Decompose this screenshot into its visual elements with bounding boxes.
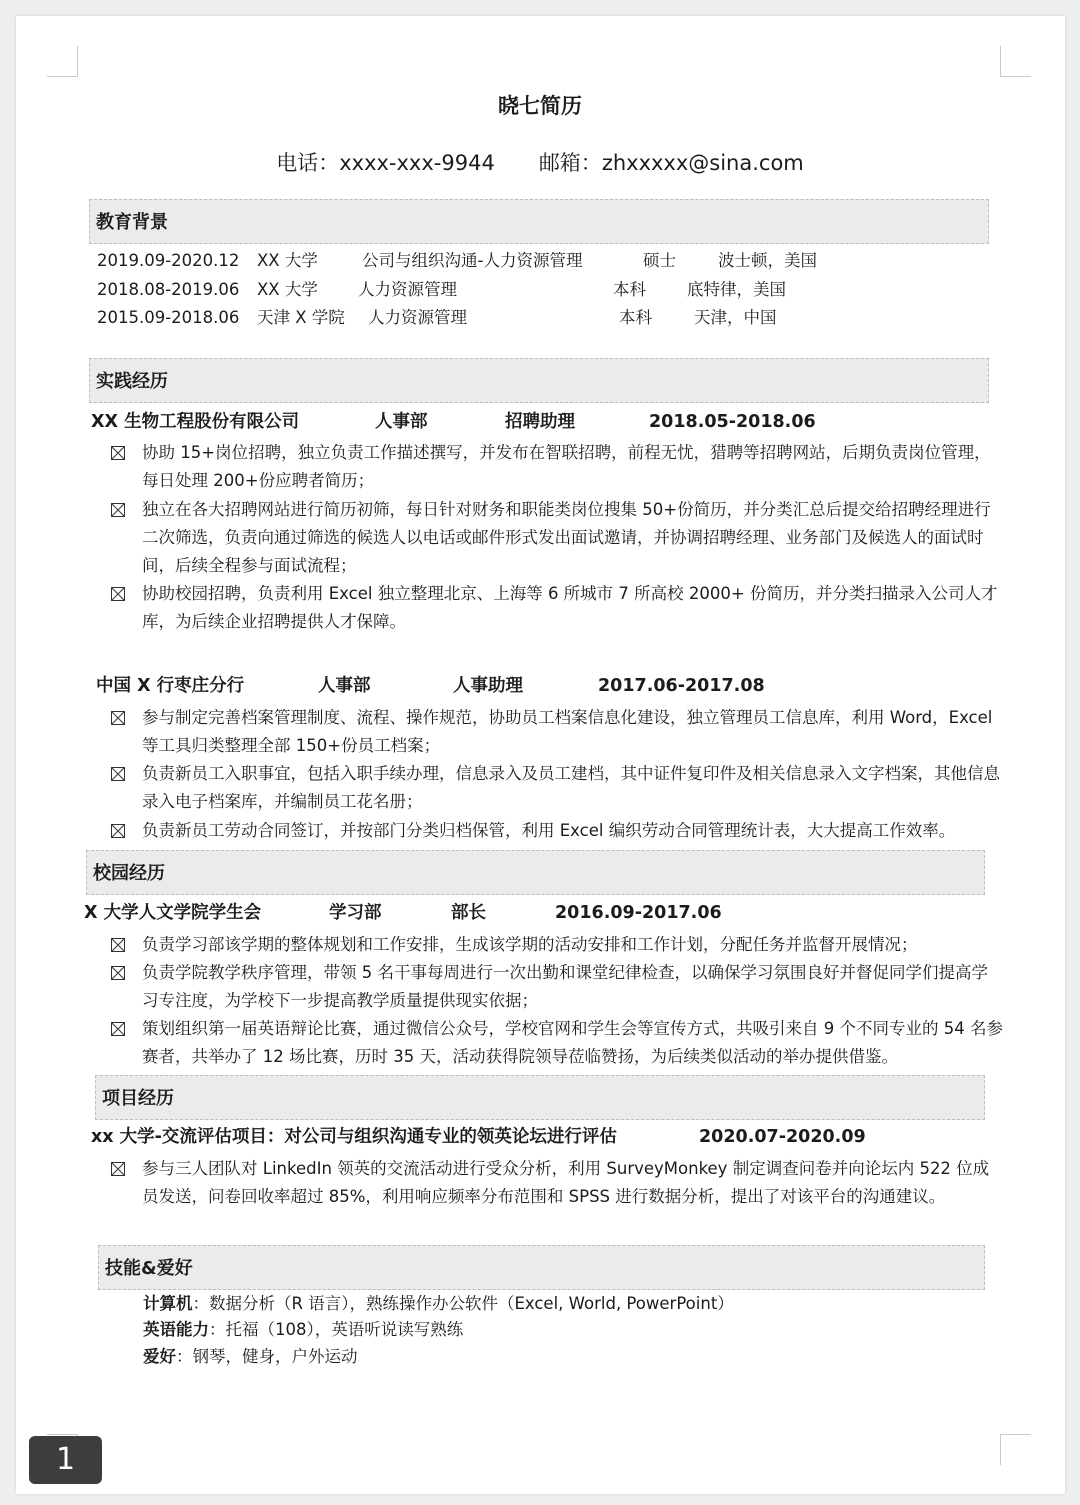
edu-degree: 本科: [619, 308, 652, 327]
project-period: 2020.07-2020.09: [699, 1127, 866, 1147]
bullet-text: 独立在各大招聘网站进行简历初筛，每日针对财务和职能类岗位搜集 50+份简历，并分类汇总后提交给招聘经理进行二次筛选，负责向通过筛选的候选人以电话或邮件形式发出面试邀请，并协调招聘经理、业务部门及候选人的面试时间，后续全程参与面试流程；: [142, 500, 991, 575]
checkbox-icon: [111, 496, 128, 524]
edu-location: 波士顿，美国: [718, 251, 817, 270]
job-company: 中国 X 行枣庄分行: [96, 676, 245, 696]
skill-value: ：数据分析（R 语言），熟练操作办公软件（Excel, World, PowerPoint）: [192, 1294, 734, 1313]
bullet-text: 参与三人团队对 LinkedIn 领英的交流活动进行受众分析，利用 SurveyMonkey 制定调查问卷并向论坛内 522 位成员发送，问卷回收率超过 85%，利用响应频率分布范围和 SPSS 进行数据分析，提出了对该平台的沟通建议。: [142, 1159, 990, 1206]
campus-role: 部长: [451, 903, 486, 923]
edu-period: 2018.08-2019.06: [97, 280, 240, 299]
section-header-education: 教育背景: [89, 199, 989, 244]
contact-line: [0, 147, 1080, 177]
edu-school: XX 大学: [257, 280, 318, 299]
bullet-text: 负责学习部该学期的整体规划和工作安排，生成该学期的活动安排和工作计划，分配任务并监督开展情况；: [142, 935, 918, 954]
crop-mark-bottom-right: [1000, 1434, 1031, 1465]
edu-school: 天津 X 学院: [257, 308, 345, 327]
job-role: 人事助理: [453, 676, 523, 696]
skill-row: [143, 1345, 358, 1369]
edu-location: 天津，中国: [694, 308, 777, 327]
edu-major: 人力资源管理: [368, 308, 467, 327]
skill-value: ：钢琴，健身，户外运动: [176, 1347, 358, 1366]
job-period: 2018.05-2018.06: [649, 412, 816, 432]
bullet-text: 协助校园招聘，负责利用 Excel 独立整理北京、上海等 6 所城市 7 所高校 2000+ 份简历，并分类扫描录入公司人才库，为后续企业招聘提供人才保障。: [142, 584, 998, 631]
campus-dept: 学习部: [329, 903, 382, 923]
job-period: 2017.06-2017.08: [598, 676, 765, 696]
bullet-text: 协助 15+岗位招聘，独立负责工作描述撰写，并发布在智联招聘，前程无忧，猎聘等招聘网站，后期负责岗位管理，每日处理 200+份应聘者简历；: [142, 443, 991, 490]
checkbox-icon: [111, 704, 128, 732]
bullet-text: 负责新员工入职事宜，包括入职手续办理，信息录入及员工建档，其中证件复印件及相关信息录入文字档案，其他信息录入电子档案库，并编制员工花名册；: [142, 764, 1000, 811]
crop-mark-top-right: [1000, 46, 1031, 77]
skill-row: [143, 1318, 463, 1342]
skill-row: [143, 1292, 734, 1316]
job-role: 招聘助理: [505, 412, 575, 432]
checkbox-icon: [111, 817, 128, 845]
edu-period: 2015.09-2018.06: [97, 308, 240, 327]
section-header-campus: 校园经历: [86, 850, 985, 895]
campus-period: 2016.09-2017.06: [555, 903, 722, 923]
resume-title: 晓七简历: [498, 94, 582, 118]
bullet-text: 参与制定完善档案管理制度、流程、操作规范，协助员工档案信息化建设，独立管理员工信息库，利用 Word，Excel 等工具归类整理全部 150+份员工档案；: [142, 708, 993, 755]
checkbox-icon: [111, 439, 128, 467]
job-dept: 人事部: [375, 412, 428, 432]
skill-label: 计算机: [143, 1294, 193, 1313]
edu-period: 2019.09-2020.12: [97, 251, 240, 270]
job-company: XX 生物工程股份有限公司: [91, 412, 300, 432]
job-dept: 人事部: [318, 676, 371, 696]
edu-school: XX 大学: [257, 251, 318, 270]
edu-degree: 本科: [613, 280, 646, 299]
bullet-text: 负责学院教学秩序管理，带领 5 名干事每周进行一次出勤和课堂纪律检查，以确保学习氛围良好并督促同学们提高学习专注度，为学校下一步提高教学质量提供现实依据；: [142, 963, 988, 1010]
campus-org: X 大学人文学院学生会: [84, 903, 262, 923]
edu-degree: 硕士: [643, 251, 676, 270]
checkbox-icon: [111, 931, 128, 959]
bullet-text: 负责新员工劳动合同签订，并按部门分类归档保管，利用 Excel 编织劳动合同管理统计表，大大提高工作效率。: [142, 821, 956, 840]
crop-mark-top-left: [47, 46, 78, 77]
skill-label: 爱好: [143, 1347, 176, 1366]
checkbox-icon: [111, 760, 128, 788]
phone-value: xxxx-xxx-9944: [339, 151, 495, 175]
email-value: zhxxxxx@sina.com: [601, 151, 804, 175]
checkbox-icon: [111, 580, 128, 608]
section-header-project: 项目经历: [95, 1075, 985, 1120]
checkbox-icon: [111, 959, 128, 987]
bullet-text: 策划组织第一届英语辩论比赛，通过微信公众号，学校官网和学生会等宣传方式，共吸引来自 9 个不同专业的 54 名参赛者，共举办了 12 场比赛，历时 35 天，活动获得院领导莅临赞扬，为后续类似活动的举办提供借鉴。: [142, 1019, 1003, 1066]
edu-location: 底特律，美国: [687, 280, 786, 299]
skill-label: 英语能力: [143, 1320, 209, 1339]
project-name: xx 大学-交流评估项目：对公司与组织沟通专业的领英论坛进行评估: [91, 1127, 617, 1147]
edu-major: 公司与组织沟通-人力资源管理: [362, 251, 583, 270]
section-header-skills: 技能&爱好: [98, 1245, 985, 1290]
skill-value: ：托福（108），英语听说读写熟练: [209, 1320, 464, 1339]
phone-label: 电话：: [276, 151, 340, 175]
email-label: 邮箱：: [538, 151, 602, 175]
checkbox-icon: [111, 1015, 128, 1043]
page-number-badge: 1: [29, 1436, 102, 1484]
section-header-practice: 实践经历: [89, 358, 989, 403]
checkbox-icon: [111, 1155, 128, 1183]
edu-major: 人力资源管理: [358, 280, 457, 299]
